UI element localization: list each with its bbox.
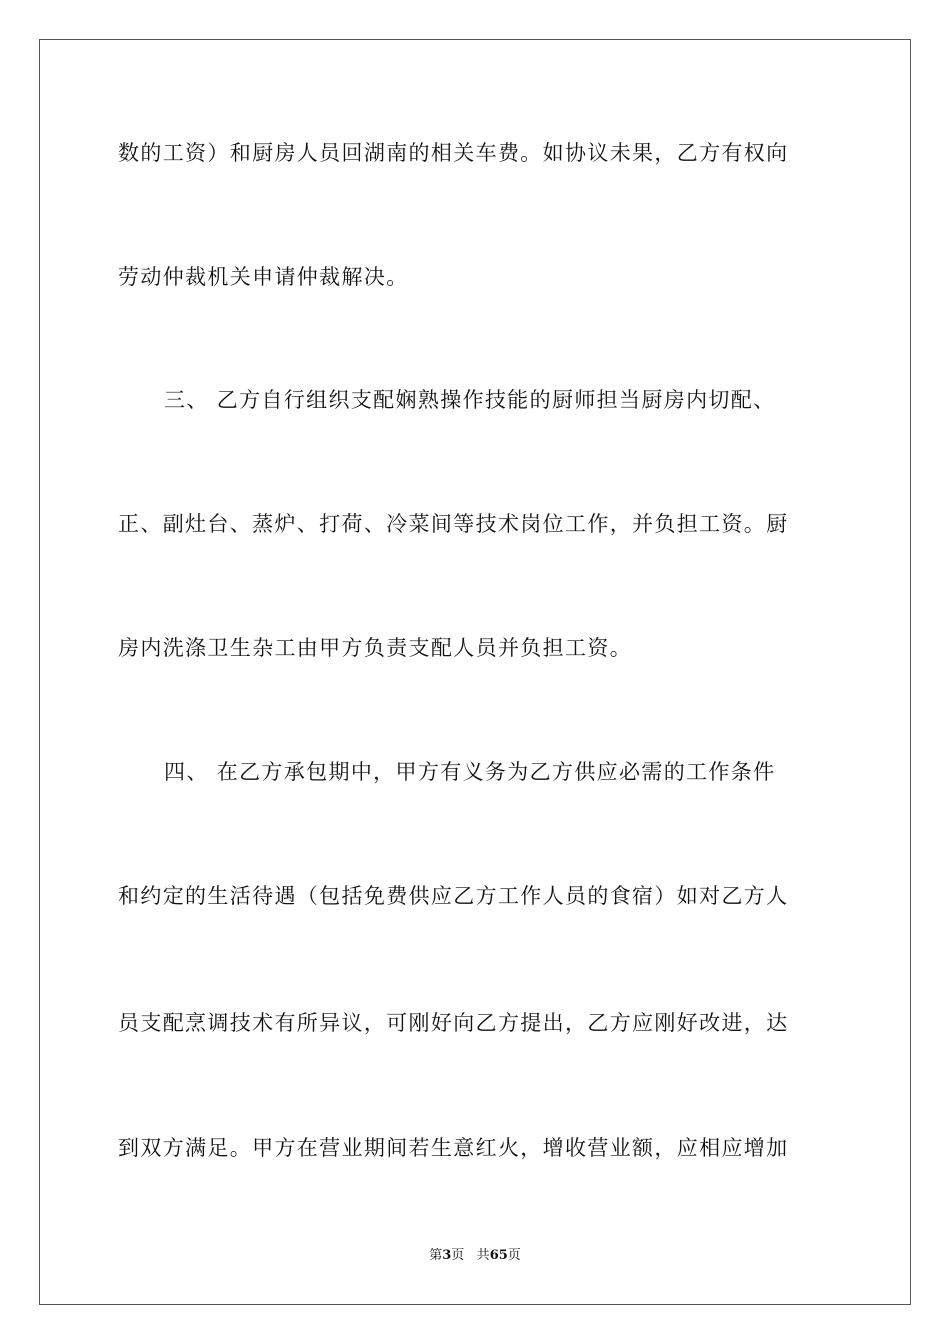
paragraph-line: 到双方满足。甲方在营业期间若生意红火，增收营业额，应相应增加	[118, 1136, 789, 1160]
page-border	[39, 39, 911, 1305]
paragraph-line: 房内洗涤卫生杂工由甲方负责支配人员并负担工资。	[118, 636, 633, 660]
footer-total-prefix: 共	[476, 1248, 490, 1263]
paragraph-line: 和约定的生活待遇（包括免费供应乙方工作人员的食宿）如对乙方人	[118, 884, 789, 908]
page-footer	[0, 1247, 950, 1265]
paragraph-line: 正、副灶台、蒸炉、打荷、冷菜间等技术岗位工作，并负担工资。厨	[118, 512, 789, 536]
paragraph-line: 劳动仲裁机关申请仲裁解决。	[118, 265, 409, 289]
paragraph-line: 员支配烹调技术有所异议，可刚好向乙方提出，乙方应刚好改进，达	[118, 1011, 789, 1035]
footer-page-number: 3	[442, 1248, 452, 1263]
footer-page-suffix: 页	[451, 1248, 465, 1263]
paragraph-line: 四、 在乙方承包期中，甲方有义务为乙方供应必需的工作条件	[164, 760, 776, 784]
paragraph-line: 三、 乙方自行组织支配娴熟操作技能的厨师担当厨房内切配、	[164, 388, 776, 412]
paragraph-line: 数的工资）和厨房人员回湖南的相关车费。如协议未果，乙方有权向	[118, 141, 789, 165]
footer-total-pages: 65	[489, 1248, 508, 1263]
footer-total-suffix: 页	[507, 1248, 521, 1263]
footer-page-prefix: 第	[429, 1248, 443, 1263]
